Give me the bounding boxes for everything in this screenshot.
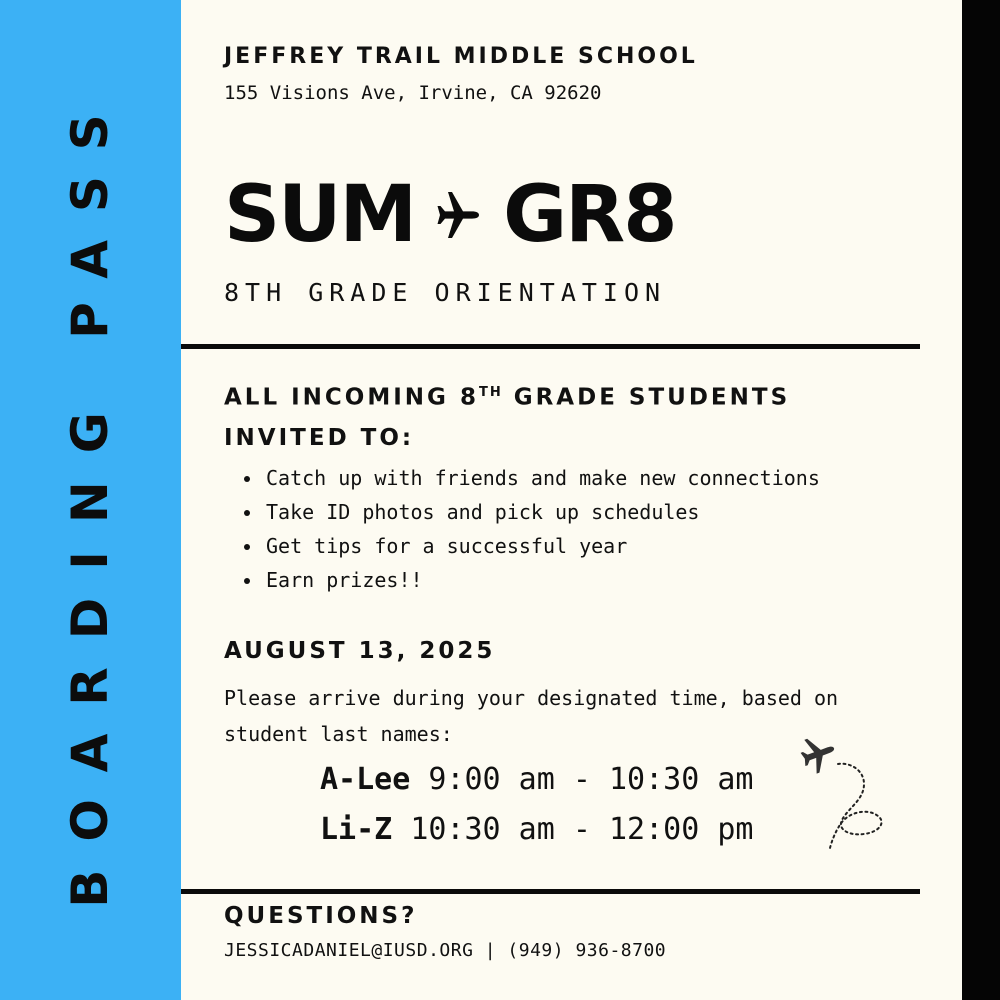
- bullet-icon: [244, 510, 250, 516]
- bullet-icon: [244, 578, 250, 584]
- list-item-text: Take ID photos and pick up schedules: [266, 500, 700, 524]
- right-edge-bar: [962, 0, 1000, 1000]
- boarding-pass-stub: [0, 0, 181, 1000]
- title-sum: SUM: [224, 170, 416, 260]
- school-address: 155 Visions Ave, Irvine, CA 92620: [224, 82, 602, 104]
- list-item: [266, 529, 820, 563]
- schedule-time: 10:30 am - 12:00 pm: [410, 812, 754, 847]
- title-gr8: GR8: [503, 170, 676, 260]
- list-item: [266, 495, 820, 529]
- questions-heading: QUESTIONS?: [224, 903, 418, 929]
- list-item: [266, 563, 820, 597]
- schedule-row: [320, 762, 753, 797]
- list-item-text: Catch up with friends and make new connections: [266, 466, 820, 490]
- bullet-icon: [244, 476, 250, 482]
- divider-top: [181, 344, 920, 349]
- divider-bottom: [181, 889, 920, 894]
- activity-list: [224, 461, 820, 597]
- invite-heading-line2: INVITED TO:: [224, 424, 415, 451]
- invite-heading-part: GRADE STUDENTS: [502, 384, 791, 411]
- invite-heading: [224, 373, 790, 458]
- list-item-text: Get tips for a successful year: [266, 534, 628, 558]
- event-subtitle: 8TH GRADE ORIENTATION: [224, 278, 667, 307]
- contact-info: JESSICADANIEL@IUSD.ORG | (949) 936-8700: [224, 940, 667, 961]
- school-name: JEFFREY TRAIL MIDDLE SCHOOL: [224, 44, 698, 69]
- event-date: AUGUST 13, 2025: [224, 638, 496, 664]
- arrival-instructions: Please arrive during your designated time, based on student last names:: [224, 686, 839, 746]
- list-item: [266, 461, 820, 495]
- list-item-text: Earn prizes!!: [266, 568, 423, 592]
- schedule-group: Li-Z: [320, 812, 393, 847]
- airplane-icon: [427, 192, 489, 238]
- invite-heading-part: ALL INCOMING 8: [224, 384, 479, 411]
- bullet-icon: [244, 544, 250, 550]
- schedule-time: 9:00 am - 10:30 am: [428, 762, 754, 797]
- schedule-row: [320, 812, 753, 847]
- invite-heading-superscript: TH: [478, 385, 503, 400]
- schedule-group: A-Lee: [320, 762, 411, 797]
- event-title: [224, 170, 676, 260]
- boarding-pass-label: BOARDING PASS: [61, 86, 119, 908]
- flight-path-icon: [792, 732, 892, 854]
